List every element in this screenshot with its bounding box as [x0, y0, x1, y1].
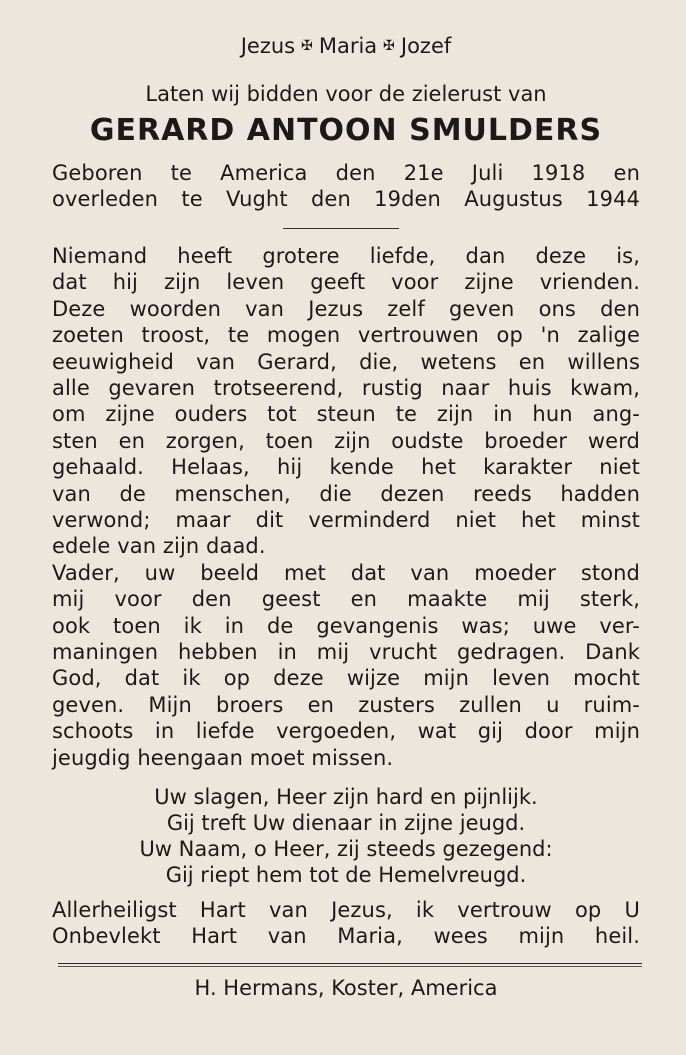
header-name-jezus: Jezus	[240, 34, 296, 58]
header-name-maria: Maria	[318, 34, 378, 58]
body-line: Deze woorden van Jezus zelf geven ons den	[52, 296, 640, 321]
holy-family-header	[52, 34, 640, 58]
body-line: ook toen ik in de gevangenis was; uwe ver-	[52, 613, 640, 638]
intro-line: Laten wij bidden voor de zielerust van	[145, 82, 547, 106]
body-line: sten en zorgen, toen zijn oudste broeder werd	[52, 428, 640, 453]
cross-icon: ✠	[301, 38, 313, 54]
body-line: verwond; maar dit verminderd niet het minst	[52, 508, 640, 532]
body-line: schoots in liefde vergoeden, wat gij door mijn	[52, 719, 640, 744]
body-line: maningen hebben in mij vrucht gedragen. Dank	[52, 640, 640, 664]
prayer-line: Allerheiligst Hart van Jezus, ik vertrouw op U	[52, 898, 640, 922]
body-line: jeugdig heengaan moet missen.	[52, 745, 394, 770]
body-line: gehaald. Helaas, hij kende het karakter niet	[52, 455, 640, 480]
poem-line: Gij treft Uw dienaar in zijne jeugd.	[166, 811, 526, 835]
header-name-jozef: Jozef	[400, 34, 452, 58]
body-line: Vader, uw beeld met dat van moeder stond	[52, 560, 640, 585]
birth-line: Geboren te America den 21e Juli 1918 en	[52, 161, 640, 185]
body-line: geven. Mijn broers en zusters zullen u ruim-	[52, 692, 640, 717]
deceased-name: GERARD ANTOON SMULDERS	[89, 113, 603, 148]
body-line: mij voor den geest en maakte mij sterk,	[52, 587, 640, 612]
printer-credit: H. Hermans, Koster, America	[194, 976, 498, 1000]
body-line: dat hij zijn leven geeft voor zijne vrienden.	[52, 270, 640, 295]
divider-long	[58, 963, 642, 964]
body-line: om zijne ouders tot steun te zijn in hun ang-	[52, 402, 640, 427]
poem-line: Uw slagen, Heer zijn hard en pijnlijk.	[154, 785, 538, 809]
poem-line: Gij riept hem tot de Hemelvreugd.	[165, 863, 527, 887]
poem-line: Uw Naam, o Heer, zij steeds gezegend:	[139, 837, 553, 861]
body-line: God, dat ik op deze wijze mijn leven mocht	[52, 666, 640, 691]
body-line: alle gevaren trotseerend, rustig naar huis kwam,	[52, 376, 640, 400]
body-line: edele van zijn daad.	[52, 534, 266, 559]
divider-short	[283, 228, 399, 229]
death-line: overleden te Vught den 19den Augustus 1944	[52, 187, 640, 211]
divider-long-thin	[58, 966, 642, 967]
cross-icon: ✠	[383, 38, 395, 54]
prayer-line: Onbevlekt Hart van Maria, wees mijn heil.	[52, 924, 640, 948]
body-line: van de menschen, die dezen reeds hadden	[52, 481, 640, 506]
body-line: zoeten troost, te mogen vertrouwen op 'n zalige	[52, 323, 640, 348]
body-line: Niemand heeft grotere liefde, dan deze is,	[52, 244, 640, 268]
body-line: eeuwigheid van Gerard, die, wetens en willens	[52, 349, 640, 374]
